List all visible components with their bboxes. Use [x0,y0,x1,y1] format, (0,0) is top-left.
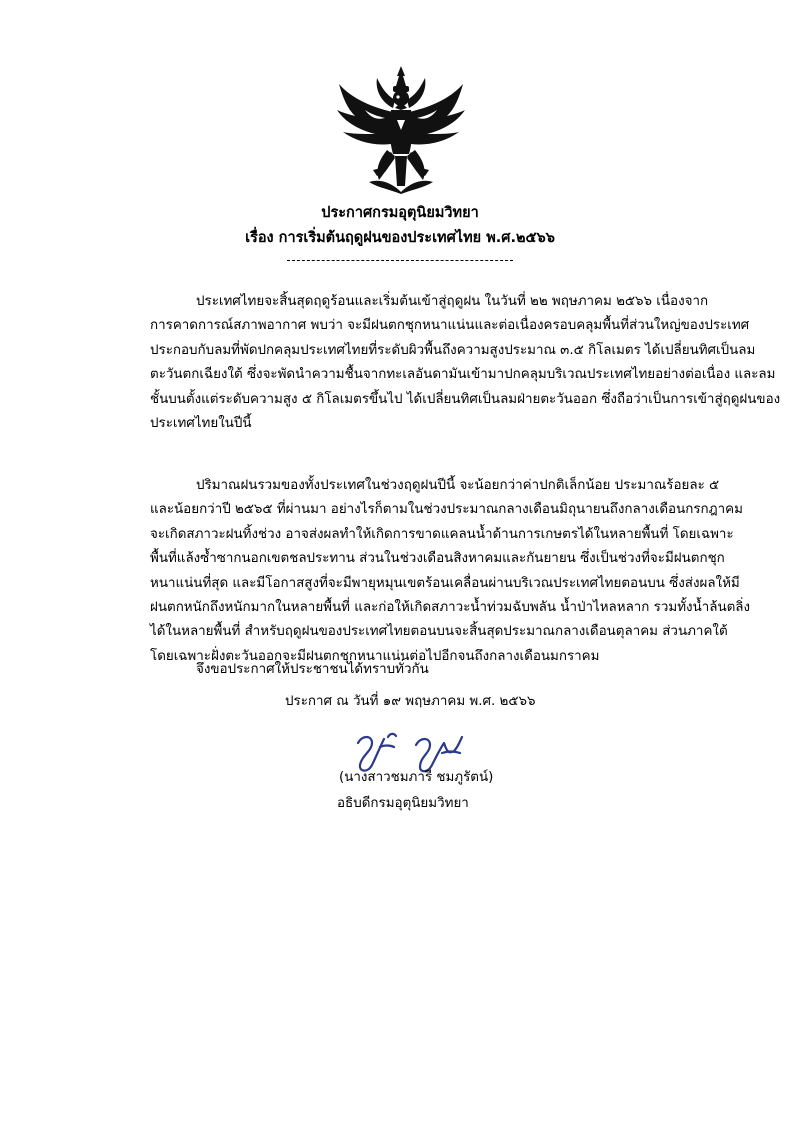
paragraph-line: ตะวันตกเฉียงใต้ ซึ่งจะพัดนำความชื้นจากทะเลอันดามันเข้ามาปกคลุมบริเวณประเทศไทยอย่างต่อเนื่อง และลม [150,367,776,383]
paragraph-line: การคาดการณ์สภาพอากาศ พบว่า จะมีฝนตกชุกหนาแน่นและต่อเนื่องครอบคลุมพื้นที่ส่วนใหญ่ของประเทศ [150,318,750,334]
announcement-issuer: ประกาศกรมอุตุนิยมวิทยา [321,205,479,221]
paragraph-line: โดยเฉพาะฝั่งตะวันออกจะมีฝนตกชุกหนาแน่นต่อไปอีกจนถึงกลางเดือนมกราคม [150,648,600,664]
paragraph-onset [150,290,781,436]
paragraph-line: ประเทศไทยในปีนี้ [150,416,252,432]
paragraph-line: ได้ในหลายพื้นที่ สำหรับฤดูฝนของประเทศไทยตอนบนจะสิ้นสุดประมาณกลางเดือนตุลาคม ส่วนภาคใต้ [150,624,728,640]
garuda-emblem-icon [335,64,467,196]
paragraph-line: ปริมาณฝนรวมของทั้งประเทศในช่วงฤดูฝนปีนี้ จะน้อยกว่าค่าปกติเล็กน้อย ประมาณร้อยละ ๕ [196,478,720,493]
paragraph-line: หนาแน่นที่สุด และมีโอกาสสูงที่จะมีพายุหมุนเขตร้อนเคลื่อนผ่านบริเวณประเทศไทยตอนบน ซึ่งส่งผลให้มี [150,575,740,591]
paragraph-rainfall-outlook [150,474,751,669]
paragraph-closing [150,658,652,682]
signer-title: อธิบดีกรมอุตุนิยมวิทยา [337,796,469,811]
paragraph-line: จึงขอประกาศให้ประชาชนได้ทราบทั่วกัน [196,662,429,677]
announcement-date: ประกาศ ณ วันที่ ๑๙ พฤษภาคม พ.ศ. ๒๕๖๖ [285,694,536,709]
paragraph-line: ประกอบกับลมที่พัดปกคลุมประเทศไทยที่ระดับผิวพื้นถึงความสูงประมาณ ๓.๕ กิโลเมตร ได้เปลี่ยนทิศเป็นลม [150,342,756,358]
paragraph-line: ชั้นบนตั้งแต่ระดับความสูง ๕ กิโลเมตรขึ้นไป ได้เปลี่ยนทิศเป็นลมฝ่ายตะวันออก ซึ่งถือว่าเป็นการเข้าสู่ฤดูฝนของ [150,391,781,407]
paragraph-line: ฝนตกหนักถึงหนักมากในหลายพื้นที่ และก่อให้เกิดสภาวะน้ำท่วมฉับพลัน น้ำป่าไหลหลาก รวมทั้งน้ำล้นตลิ่ง [150,600,751,616]
announcement-subject: เรื่อง การเริ่มต้นฤดูฝนของประเทศไทย พ.ศ.๒๕๖๖ [245,230,555,246]
paragraph-line: ประเทศไทยจะสิ้นสุดฤดูร้อนและเริ่มต้นเข้าสู่ฤดูฝน ในวันที่ ๒๒ พฤษภาคม ๒๕๖๖ เนื่องจาก [196,294,709,309]
paragraph-line: จะเกิดสภาวะฝนทิ้งช่วง อาจส่งผลทำให้เกิดการขาดแคลนน้ำด้านการเกษตรได้ในหลายพื้นที่ โดยเฉพาะ [150,526,734,542]
paragraph-line: พื้นที่แล้งซ้ำซากนอกเขตชลประทาน ส่วนในช่วงเดือนสิงหาคมและกันยายน ซึ่งเป็นช่วงที่จะมีฝนตกชุก [150,551,725,567]
signer-name: (นางสาวชมภารี ชมภูรัตน์) [339,770,494,785]
paragraph-line: และน้อยกว่าปี ๒๕๖๕ ที่ผ่านมา อย่างไรก็ตามในช่วงประมาณกลางเดือนมิถุนายนถึงกลางเดือนกรกฎาคม [150,502,743,518]
heading-divider [287,260,513,261]
